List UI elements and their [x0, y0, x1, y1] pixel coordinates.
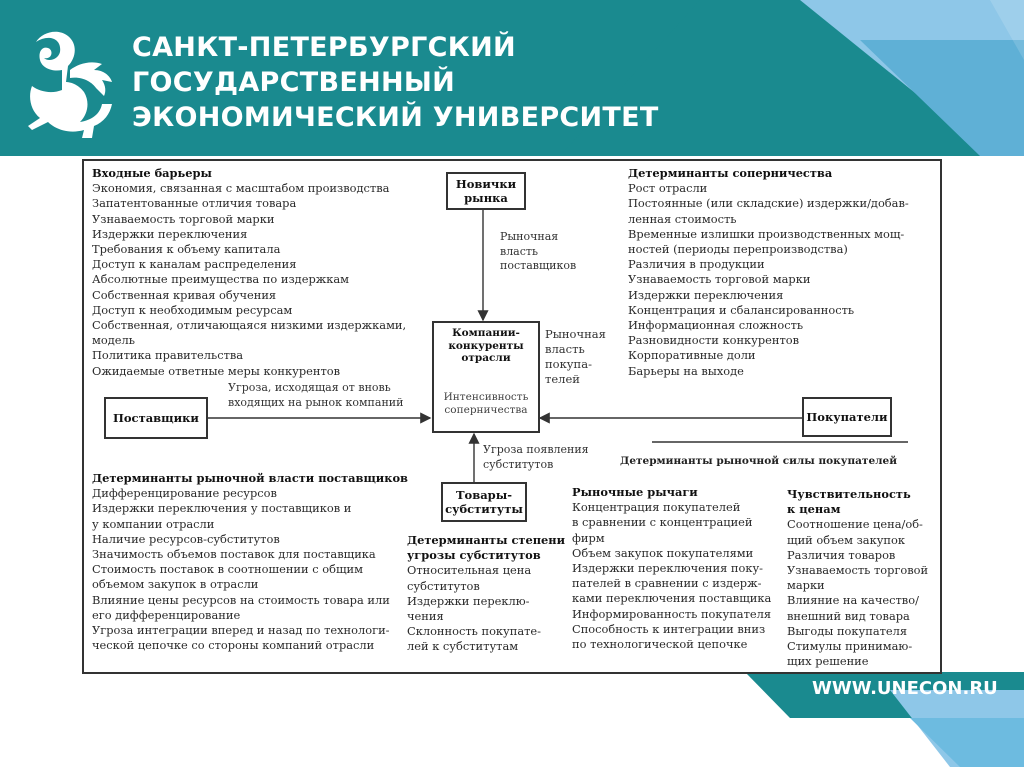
list-item: Ожидаемые ответные меры конкурентов [92, 363, 341, 378]
university-name-line-2: ГОСУДАРСТВЕННЫЙ [132, 67, 456, 98]
list-item: Абсолютные преимущества по издержкам [92, 272, 349, 287]
list-item: Угроза интеграции вперед и назад по технологи- [92, 623, 390, 638]
center-line-1: Компании- [452, 327, 520, 339]
substitute-threat-title-2: угрозы субститутов [407, 548, 541, 563]
list-item: Дифференцирование ресурсов [92, 486, 277, 501]
substitute-threat-determinants-block [407, 533, 565, 655]
buyer-power-label [545, 327, 606, 387]
new-entrants-line-2: рынка [464, 191, 508, 205]
label-line: Угроза, исходящая от вновь [228, 381, 391, 394]
list-item: Временные излишки производственных мощ- [628, 226, 905, 241]
list-item: Относительная цена [407, 563, 532, 578]
list-item: Доступ к каналам распределения [92, 257, 297, 272]
center-line-2: конкуренты [448, 339, 524, 352]
griffin-logo-icon [18, 30, 118, 142]
list-item: Политика правительства [92, 348, 244, 363]
substitutes-line-2: субституты [445, 502, 523, 516]
list-item: фирм [572, 530, 605, 545]
list-item: Стоимость поставок в соотношении с общим [92, 562, 363, 577]
list-item: по технологической цепочке [572, 637, 748, 652]
buyers-box [802, 397, 892, 437]
list-item: Стимулы принимаю- [787, 639, 913, 654]
list-item: субститутов [407, 578, 480, 593]
list-item: марки [787, 578, 825, 593]
list-item: Барьеры на выходе [628, 363, 744, 378]
list-item: Издержки переклю- [407, 593, 530, 608]
center-subline-1: Интенсивность [443, 390, 529, 403]
list-item: Узнаваемость торговой марки [628, 272, 811, 287]
label-line: Рыночная [500, 230, 559, 243]
list-item: ностей (периоды перепроизводства) [628, 242, 848, 257]
list-item: щий объем закупок [787, 532, 905, 547]
market-levers-block [572, 485, 771, 652]
university-name-line-3: ЭКОНОМИЧЕСКИЙ УНИВЕРСИТЕТ [132, 102, 659, 133]
list-item: ленная стоимость [628, 211, 737, 226]
price-sensitivity-title-1: Чувствительность [787, 487, 911, 501]
entry-threat-label [228, 381, 403, 410]
industry-competitors-box [432, 321, 540, 433]
label-line: телей [545, 372, 580, 386]
list-item: Различия товаров [787, 547, 896, 562]
label-line: власть [545, 342, 585, 356]
buyer-power-determinants-title [620, 454, 897, 469]
list-item: чения [407, 609, 444, 624]
list-item: Издержки переключения [628, 287, 784, 302]
list-item: Информационная сложность [628, 318, 804, 333]
list-item: Экономия, связанная с масштабом производства [92, 181, 390, 196]
suppliers-box [104, 397, 208, 439]
list-item: Запатентованные отличия товара [92, 196, 297, 211]
list-item: Выгоды покупателя [787, 623, 908, 638]
list-item: ками переключения поставщика [572, 591, 772, 606]
list-item: Различия в продукции [628, 257, 765, 272]
list-item: Объем закупок покупателями [572, 545, 754, 560]
list-item: Соотношение цена/об- [787, 517, 923, 532]
list-item: Способность к интеграции вниз [572, 621, 766, 636]
list-item: щих решение [787, 654, 869, 669]
substitutes-line-1: Товары- [455, 488, 512, 502]
center-line-3: отрасли [461, 352, 511, 364]
list-item: внешний вид товара [787, 608, 910, 623]
list-item: Узнаваемость торговой марки [92, 211, 275, 226]
list-item: Постоянные (или складские) издержки/добав- [628, 196, 909, 211]
list-item: Рост отрасли [628, 181, 708, 196]
list-item: Издержки переключения поку- [572, 561, 764, 576]
list-item: в сравнении с концентрацией [572, 515, 753, 530]
supplier-power-label [500, 230, 576, 274]
university-name-line-1: САНКТ-ПЕТЕРБУРГСКИЙ [132, 32, 516, 63]
label-line: покупа- [545, 357, 592, 371]
suppliers-label: Поставщики [113, 411, 199, 425]
label-line: Детерминанты рыночной силы покупателей [620, 455, 897, 467]
list-item: Собственная, отличающаяся низкими издержками, [92, 318, 407, 333]
list-item: Требования к объему капитала [92, 242, 281, 257]
university-name [132, 30, 659, 135]
label-line: входящих на рынок компаний [228, 395, 404, 409]
list-item: модель [92, 333, 135, 348]
new-entrants-box [446, 172, 526, 210]
list-item: Узнаваемость торговой [787, 563, 929, 578]
supplier-power-determinants-block [92, 471, 408, 653]
list-item: Корпоративные доли [628, 348, 756, 363]
list-item: объемом закупок в отрасли [92, 577, 259, 592]
label-line: Рыночная [545, 327, 606, 341]
list-item: Издержки переключения у поставщиков и [92, 501, 352, 516]
supplier-power-determinants-title: Детерминанты рыночной власти поставщиков [92, 471, 408, 485]
list-item: Издержки переключения [92, 226, 248, 241]
substitute-threat-title-1: Детерминанты степени [407, 533, 566, 547]
buyers-label: Покупатели [806, 410, 888, 424]
price-sensitivity-block [787, 487, 928, 669]
label-line: Угроза появления [483, 443, 589, 456]
rivalry-determinants-title: Детерминанты соперничества [628, 166, 833, 180]
list-item: Наличие ресурсов-субститутов [92, 531, 280, 546]
list-item: у компании отрасли [92, 516, 215, 531]
price-sensitivity-title-2: к ценам [787, 502, 841, 517]
new-entrants-line-1: Новички [455, 177, 517, 191]
label-line: власть [500, 244, 538, 258]
list-item: лей к субститутам [407, 639, 519, 654]
list-item: Концентрация и сбалансированность [628, 302, 855, 317]
list-item: Доступ к необходимым ресурсам [92, 302, 293, 317]
substitutes-box [441, 482, 527, 522]
list-item: Концентрация покупателей [572, 500, 741, 515]
list-item: пателей в сравнении с издерж- [572, 576, 762, 591]
entry-barriers-title: Входные барьеры [92, 166, 212, 180]
list-item: Значимость объемов поставок для поставщика [92, 547, 376, 562]
list-item: Разновидности конкурентов [628, 333, 800, 348]
label-line: поставщиков [500, 259, 577, 272]
list-item: Влияние на качество/ [787, 593, 919, 608]
list-item: Склонность покупате- [407, 624, 542, 639]
substitute-threat-label [483, 443, 589, 472]
website-link[interactable]: WWW.UNECON.RU [812, 678, 998, 699]
market-levers-title: Рыночные рычаги [572, 485, 698, 499]
list-item: его дифференцирование [92, 607, 241, 622]
list-item: Влияние цены ресурсов на стоимость товара или [92, 592, 390, 607]
list-item: ческой цепочке со стороны компаний отрасли [92, 638, 375, 653]
list-item: Информированность покупателя [572, 606, 772, 621]
entry-barriers-block [92, 166, 406, 379]
center-subline-2: соперничества [444, 403, 528, 416]
rivalry-determinants-block [628, 166, 909, 379]
label-line: субститутов [483, 457, 554, 471]
list-item: Собственная кривая обучения [92, 287, 277, 302]
